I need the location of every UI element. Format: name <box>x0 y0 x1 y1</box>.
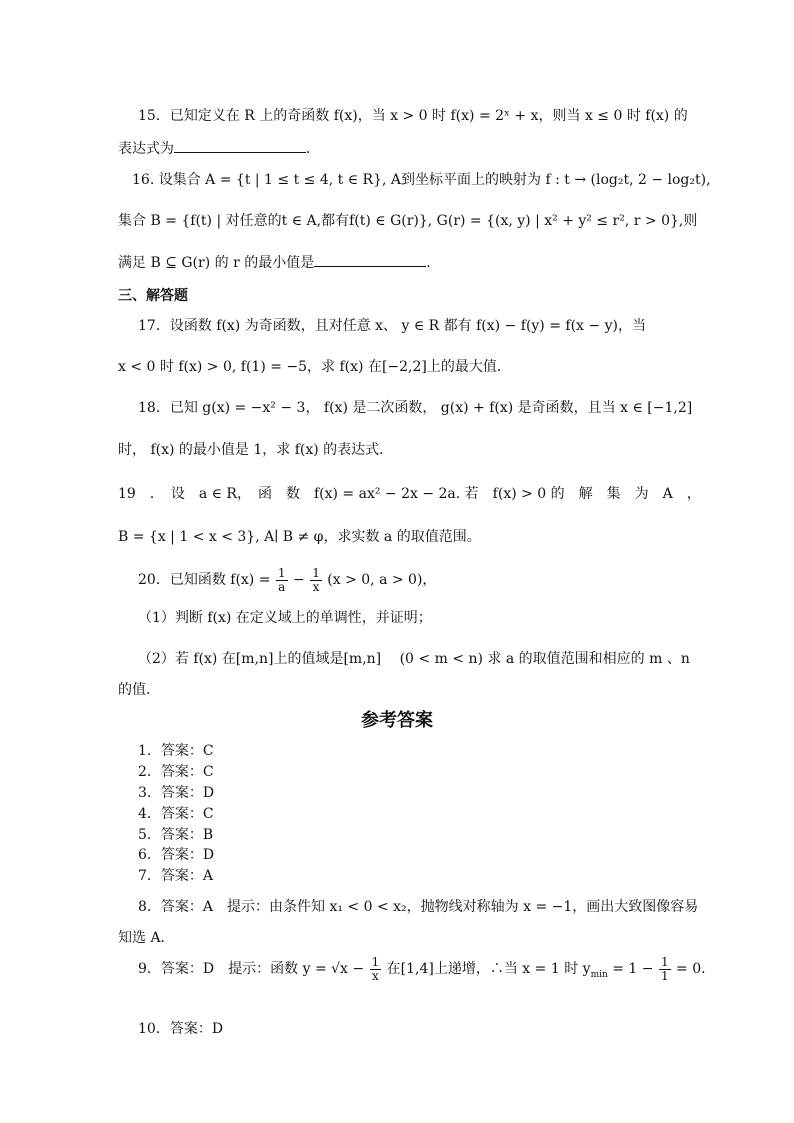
question-15-prefix: 表达式为 <box>118 141 174 157</box>
section-heading: 三、解答题 <box>118 288 188 304</box>
question-15-line-2 <box>118 138 320 159</box>
answer-2: 2．答案：C <box>138 764 214 780</box>
question-20-part-2-cont: 的值. <box>118 682 151 698</box>
fraction-numerator: 1 <box>312 565 320 580</box>
question-18-line-1: 18．已知 g(x) = −x² − 3， f(x) 是二次函数， g(x) + f(x) 是奇函数，且当 x ∈ [−1,2] <box>138 400 693 416</box>
answer-3: 3．答案：D <box>138 785 215 801</box>
fraction-1-over-a <box>276 567 288 594</box>
answer-9-prefix: 9．答案：D 提示：函数 y = √x − <box>138 961 365 977</box>
fraction-numerator: 1 <box>371 954 380 969</box>
fraction-1-over-x <box>370 956 382 983</box>
fraction-denominator: a <box>278 579 286 594</box>
question-20-prefix: 20．已知函数 f(x) = <box>138 572 271 588</box>
question-20-part-1: （1）判断 f(x) 在定义域上的单调性，并证明； <box>138 610 432 626</box>
fraction-1-over-x <box>310 567 322 594</box>
answer-9 <box>138 955 715 989</box>
question-20-suffix: (x > 0, a > 0)， <box>327 572 437 588</box>
answers-title: 参考答案 <box>361 710 433 731</box>
fraction-numerator: 1 <box>660 954 669 969</box>
answer-8-line-1: 8．答案：A 提示：由条件知 x₁ < 0 < x₂，抛物线对称轴为 x = −1，画出大致图像容易 <box>138 899 699 915</box>
answer-1: 1．答案：C <box>138 743 214 759</box>
answer-5: 5．答案：B <box>138 827 214 843</box>
question-18-line-2: 时， f(x) 的最小值是 1，求 f(x) 的表达式． <box>118 442 394 458</box>
fraction-denominator: x <box>312 579 320 594</box>
answer-blank-15 <box>174 138 306 153</box>
question-17-line-2: x < 0 时 f(x) > 0, f(1) = −5，求 f(x) 在[−2,2]上的最大值． <box>118 359 511 375</box>
question-16-line-1: 16. 设集合 A = {t | 1 ≤ t ≤ 4, t ∈ R}, A到坐标平面上的映射为 f : t → (log₂t, 2 − log₂t), <box>132 172 711 188</box>
fraction-denominator: x <box>372 968 379 983</box>
question-16-prefix: 满足 B ⊆ G(r) 的 r 的最小值是 <box>118 255 315 271</box>
answer-9-middle: 在[1,4]上递增，∴当 x = 1 时 y <box>386 961 591 977</box>
question-19-line-1: 19 ． 设 a ∈ R， 函 数 f(x) = ax² − 2x − 2a. 若 f(x) > 0 的 解 集 为 A ， <box>118 486 701 502</box>
fraction-1-over-1 <box>659 956 671 983</box>
answer-8-line-2: 知选 A． <box>118 930 175 946</box>
question-16-end: . <box>426 255 431 271</box>
answer-4: 4．答案：C <box>138 806 214 822</box>
fraction-numerator: 1 <box>277 565 286 580</box>
question-20-line-1 <box>138 566 436 594</box>
answer-blank-16 <box>314 252 426 267</box>
subscript-min: min <box>590 969 608 980</box>
answer-7: 7．答案：A <box>138 868 214 884</box>
question-15-line-1: 15．已知定义在 R 上的奇函数 f(x)，当 x > 0 时 f(x) = 2ˣ + x，则当 x ≤ 0 时 f(x) 的 <box>138 108 688 124</box>
fraction-denominator: 1 <box>660 968 669 983</box>
answer-9-eq: = 1 − <box>607 961 654 977</box>
answer-9-suffix: = 0． <box>676 961 716 977</box>
answer-6: 6．答案：D <box>138 847 215 863</box>
question-16-line-3 <box>118 252 431 273</box>
question-15-end: ． <box>306 141 320 157</box>
answer-10: 10．答案：D <box>138 1021 224 1037</box>
minus-sign: − <box>293 572 305 588</box>
question-16-line-2: 集合 B = {f(t) | 对任意的t ∈ A,都有f(t) ∈ G(r)}, G(r) = {(x, y) | x² + y² ≤ r², r > 0},则 <box>118 213 698 229</box>
question-20-part-2: （2）若 f(x) 在[m,n]上的值域是[m,n] (0 < m < n) 求 a 的取值范围和相应的 m 、n <box>138 651 690 667</box>
question-17-line-1: 17．设函数 f(x) 为奇函数，且对任意 x、 y ∈ R 都有 f(x) − f(y) = f(x − y)，当 <box>138 318 646 334</box>
question-19-line-2: B = {x | 1 < x < 3}, A∣ B ≠ φ，求实数 a 的取值范围。 <box>118 529 481 545</box>
